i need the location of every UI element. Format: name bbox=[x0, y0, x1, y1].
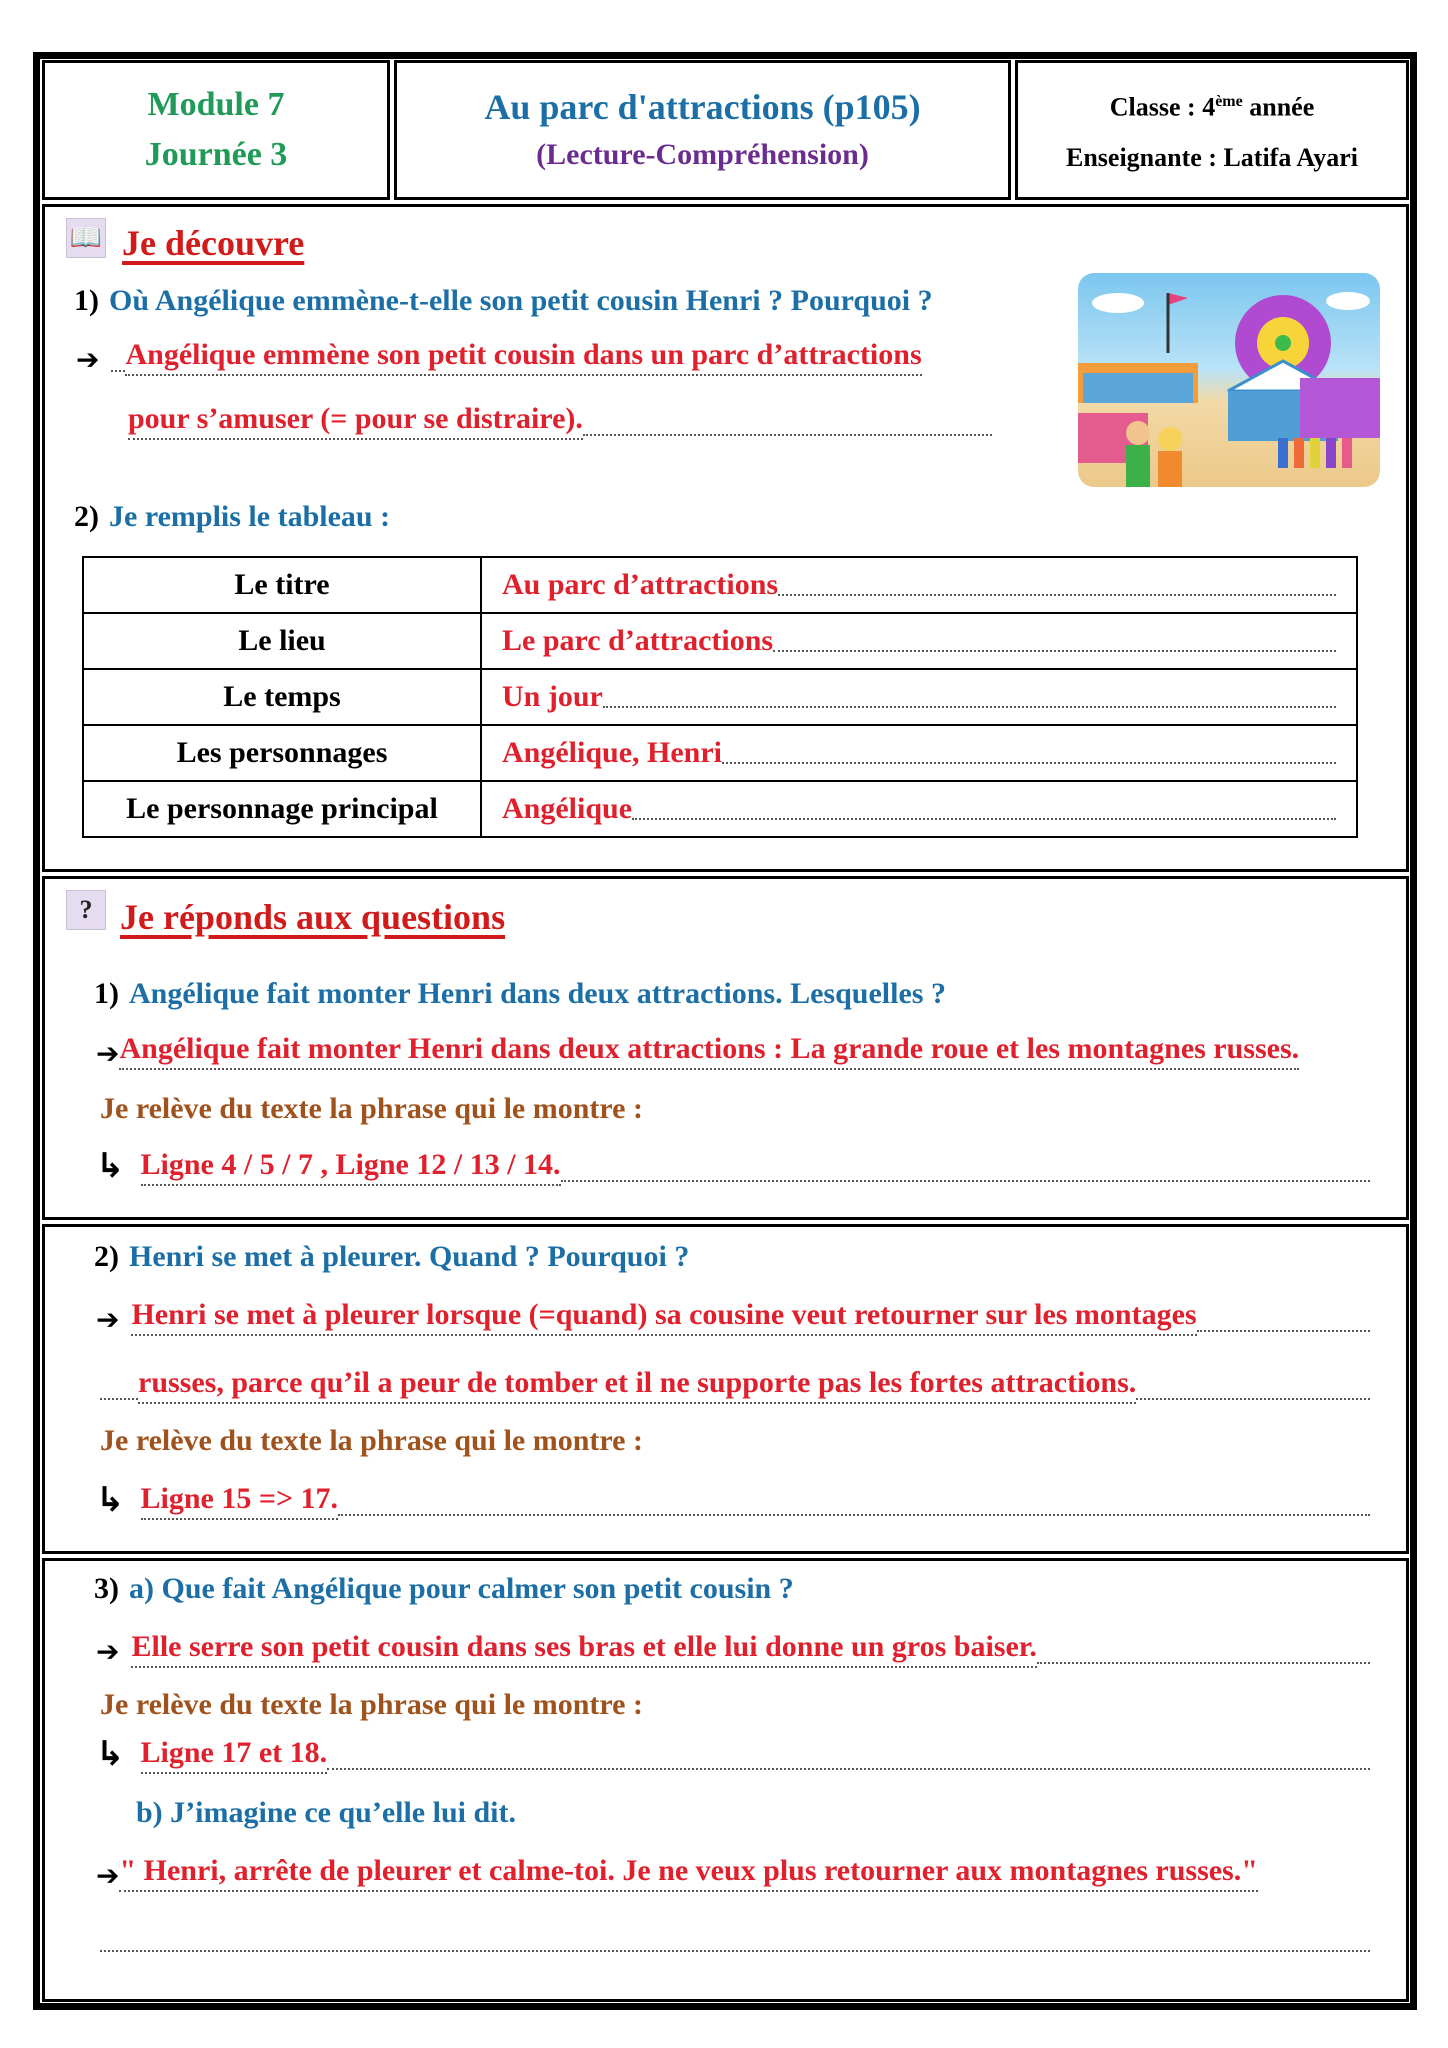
question-1-reponds: 1) Angélique fait monter Henri dans deux attractions. Lesquelles ? bbox=[94, 977, 946, 1010]
lines-answer-3: ↳ Ligne 17 et 18. bbox=[96, 1734, 1370, 1774]
story-info-table bbox=[82, 556, 1358, 838]
header-title-cell bbox=[394, 60, 1011, 200]
table-row: Le titre Au parc d’attractions bbox=[83, 557, 1357, 613]
arrow-icon: ➔ bbox=[96, 1303, 120, 1336]
table-row: Le lieu Le parc d’attractions bbox=[83, 613, 1357, 669]
page-title: Au parc d'attractions (p105) bbox=[484, 87, 921, 127]
arrow-icon: ➔ bbox=[96, 1859, 120, 1892]
page-subtitle: (Lecture-Compréhension) bbox=[536, 138, 869, 171]
ferris-wheel-icon bbox=[1078, 273, 1380, 487]
module-label: Module 7 bbox=[147, 86, 285, 123]
classe-label: Classe : 4ème année bbox=[1109, 92, 1315, 122]
lines-answer-2: ↳ Ligne 15 => 17. bbox=[96, 1480, 1370, 1520]
header-info-cell bbox=[1015, 60, 1409, 200]
answer-3a: ➔ Elle serre son petit cousin dans ses bras et elle lui donne un gros baiser. bbox=[96, 1628, 1370, 1668]
question-1-decouvre: 1) Où Angélique emmène-t-elle son petit cousin Henri ? Pourquoi ? bbox=[74, 284, 933, 317]
releve-label: Je relève du texte la phrase qui le montre : bbox=[100, 1092, 643, 1125]
lines-answer-1: ↳ Ligne 4 / 5 / 7 , Ligne 12 / 13 / 14. bbox=[96, 1146, 1370, 1186]
answer-1-line2: pour s’amuser (= pour se distraire). bbox=[128, 400, 992, 440]
answer-1-reponds: ➔ Angélique fait monter Henri dans deux attractions : La grande roue et les montagnes russes. bbox=[96, 1032, 1300, 1070]
releve-label: Je relève du texte la phrase qui le montre : bbox=[100, 1424, 643, 1457]
return-arrow-icon: ↳ bbox=[96, 1480, 125, 1520]
section-title-reponds: Je réponds aux questions bbox=[120, 897, 506, 937]
section-title-decouvre: Je découvre bbox=[122, 223, 305, 263]
arrow-icon: ➔ bbox=[76, 343, 100, 376]
question-2-reponds: 2) Henri se met à pleurer. Quand ? Pourquoi ? bbox=[94, 1240, 690, 1273]
releve-label: Je relève du texte la phrase qui le montre : bbox=[100, 1688, 643, 1721]
return-arrow-icon: ↳ bbox=[96, 1146, 125, 1186]
table-row: Le temps Un jour bbox=[83, 669, 1357, 725]
answer-1-line1: ➔ Angélique emmène son petit cousin dans un parc d’attractions bbox=[76, 338, 922, 376]
teacher-label: Enseignante : Latifa Ayari bbox=[1065, 142, 1359, 172]
answer-3b-blank-line bbox=[100, 1916, 1370, 1956]
table-row: Le personnage principal Angélique bbox=[83, 781, 1357, 837]
journee-label: Journée 3 bbox=[144, 136, 288, 173]
table-row: Les personnages Angélique, Henri bbox=[83, 725, 1357, 781]
question-3a-reponds: 3) a) Que fait Angélique pour calmer son petit cousin ? bbox=[94, 1572, 794, 1605]
reading-icon: 📖 bbox=[66, 218, 106, 258]
answer-3b: ➔ " Henri, arrête de pleurer et calme-toi. Je ne veux plus retourner aux montagnes russes." bbox=[96, 1854, 1258, 1892]
header-module-cell bbox=[42, 60, 390, 200]
thinking-icon: ? bbox=[66, 890, 106, 930]
answer-2-line1: ➔ Henri se met à pleurer lorsque (=quand) sa cousine veut retourner sur les montages bbox=[96, 1296, 1370, 1336]
return-arrow-icon: ↳ bbox=[96, 1734, 125, 1774]
arrow-icon: ➔ bbox=[96, 1037, 120, 1070]
question-2-decouvre: 2) Je remplis le tableau : bbox=[74, 500, 391, 533]
arrow-icon: ➔ bbox=[96, 1635, 120, 1668]
answer-2-line2: russes, parce qu’il a peur de tomber et il ne supporte pas les fortes attractions. bbox=[100, 1364, 1370, 1404]
question-3b-reponds: b) J’imagine ce qu’elle lui dit. bbox=[136, 1796, 516, 1829]
amusement-park-illustration bbox=[1078, 273, 1380, 487]
